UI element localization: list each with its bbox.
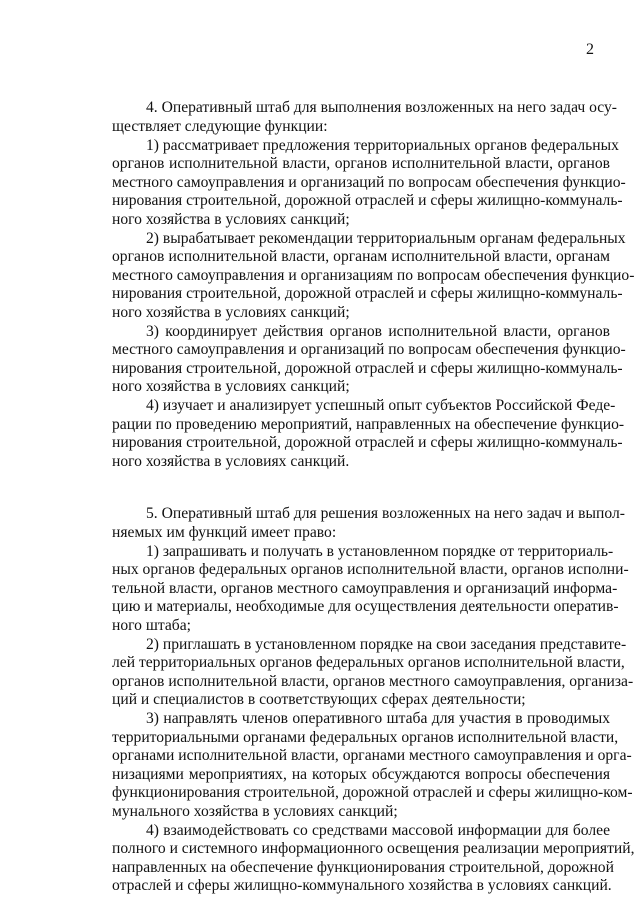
section-4-line: органов исполнительной власти, органам исполнительной власти, органам [112,248,610,265]
section-5-line: цию и материалы, необходимые для осуществления деятельности оператив- [112,598,619,615]
section-4-line: нирования строительной, дорожной отраслей и сферы жилищно-коммуналь- [112,285,623,302]
section-4-line: местного самоуправления и организаций по вопросам обеспечения функцио- [112,341,626,358]
section-4-line: местного самоуправления и организаций по вопросам обеспечения функцио- [112,174,626,191]
section-5-line: 5. Оперативный штаб для решения возложенных на него задач и выпол- [146,505,625,522]
section-4-line: ществляет следующие функции: [112,118,328,135]
section-5-line: мунального хозяйства в условиях санкций; [112,803,398,820]
section-5-line: 2) приглашать в установленном порядке на свои заседания представите- [146,636,627,653]
section-4-line: рации по проведению мероприятий, направленных на обеспечение функцио- [112,416,625,433]
section-4-line: ного хозяйства в условиях санкций; [112,211,350,228]
section-5-line: 4) взаимодействовать со средствами массовой информации для более [146,822,610,839]
section-4-line: нирования строительной, дорожной отраслей и сферы жилищно-коммуналь- [112,360,623,377]
section-5-line: органами исполнительной власти, органами местного самоуправления и орга- [112,747,632,764]
section-5-line: органов исполнительной власти, органов местного самоуправления, организа- [112,673,634,690]
section-5-line: лей территориальных органов федеральных органов исполнительной власти, [112,654,625,671]
page-number: 2 [586,41,594,58]
section-5-line: направленных на обеспечение функционирования строительной, дорожной [112,859,614,876]
section-5-line: полного и системного информационного освещения реализации мероприятий, [112,840,635,857]
section-5-line: 1) запрашивать и получать в установленном порядке от территориаль- [146,543,614,560]
section-4-line: 2) вырабатывает рекомендации территориальным органам федеральных [146,230,626,247]
section-4-line: органов исполнительной власти, органов исполнительной власти, органов [112,155,610,172]
section-4-line: ного хозяйства в условиях санкций; [112,378,350,395]
section-4-line: 1) рассматривает предложения территориальных органов федеральных [146,137,619,154]
section-4-line: 4) изучает и анализирует успешный опыт субъектов Российской Феде- [146,397,616,414]
section-5-line: няемых им функций имеет право: [112,524,337,541]
section-5-line: 3) направлять членов оперативного штаба для участия в проводимых [146,710,610,727]
section-4-line: ного хозяйства в условиях санкций; [112,304,350,321]
section-5-line: ных органов федеральных органов исполнительной власти, органов исполни- [112,561,629,578]
section-5-line: территориальными органами федеральных органов исполнительной власти, [112,729,619,746]
section-4-line: 4. Оперативный штаб для выполнения возложенных на него задач осу- [146,99,617,116]
section-5-line: отраслей и сферы жилищно-коммунального хозяйства в условиях санкций. [112,877,612,894]
section-4-line: ного хозяйства в условиях санкций. [112,453,350,470]
section-4-line: местного самоуправления и организациям по вопросам обеспечения функцио- [112,267,635,284]
section-5-line: тельной власти, органов местного самоуправления и организаций информа- [112,580,618,597]
section-4-line: 3) координирует действия органов исполнительной власти, органов [146,323,610,340]
section-5-line: ного штаба; [112,617,191,634]
section-4-line: нирования строительной, дорожной отраслей и сферы жилищно-коммуналь- [112,192,623,209]
section-4-line: нирования строительной, дорожной отраслей и сферы жилищно-коммуналь- [112,434,623,451]
section-5-line: низациями мероприятиях, на которых обсуждаются вопросы обеспечения [112,766,610,783]
section-5-line: ций и специалистов в соответствующих сферах деятельности; [112,691,526,708]
section-5-line: функционирования строительной, дорожной отраслей и сферы жилищно-ком- [112,784,633,801]
